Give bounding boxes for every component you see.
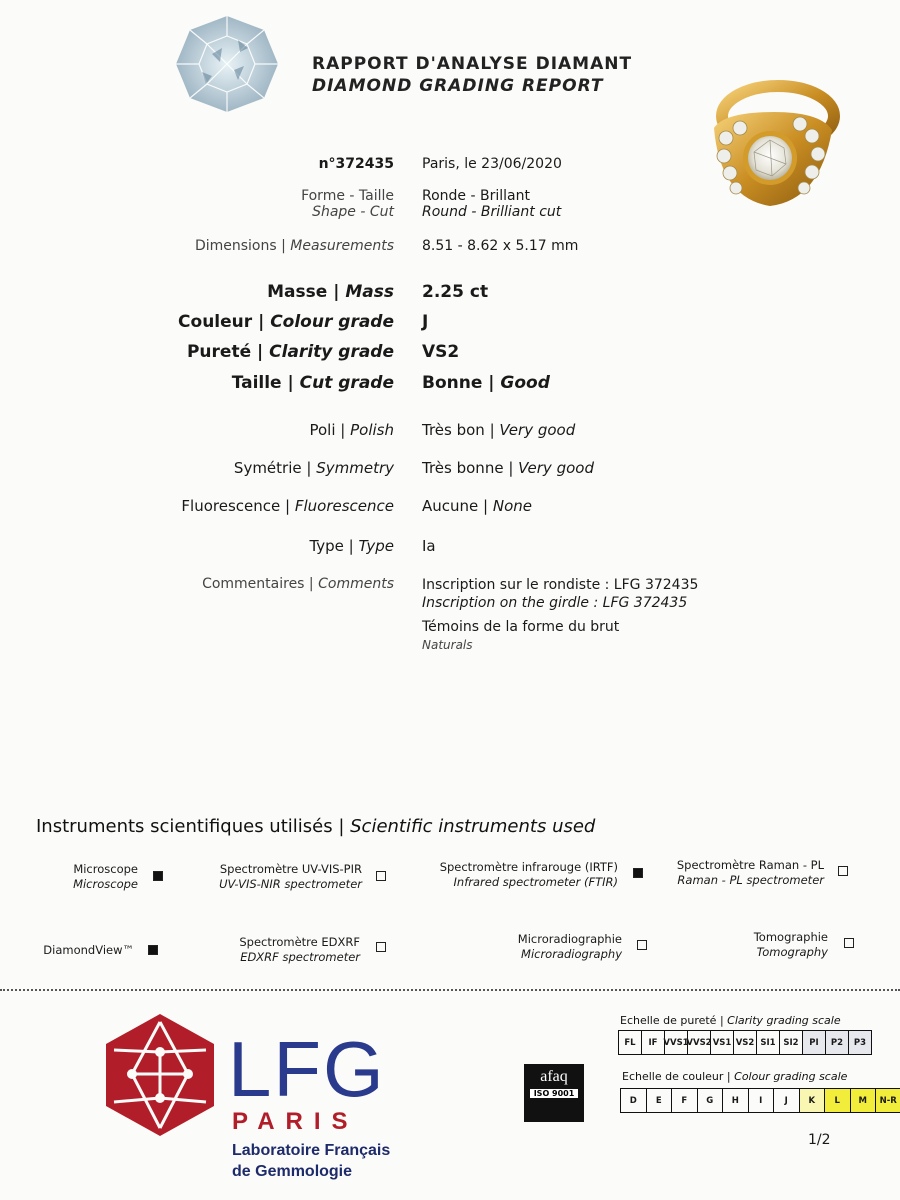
fluorescence-value — [422, 497, 532, 515]
instrument-label-en: Infrared spectrometer (FTIR) — [453, 875, 618, 889]
instruments-title — [36, 816, 595, 837]
scale-cell: IF — [642, 1031, 665, 1054]
type-value: Ia — [422, 537, 436, 555]
instrument-label-fr: Microradiographie — [517, 932, 622, 946]
scale-cell: SI1 — [757, 1031, 780, 1054]
scale-cell: L — [825, 1089, 851, 1112]
instrument-label-en: Microscope — [73, 877, 138, 891]
scale-cell: VS2 — [734, 1031, 757, 1054]
dimensions-label — [195, 238, 394, 254]
comments-line-1: Inscription sur le rondiste : LFG 372435 — [422, 577, 699, 593]
scale-cell: FL — [619, 1031, 642, 1054]
polish-value-fr: Très bon | — [422, 421, 495, 439]
clarity-value: VS2 — [422, 342, 460, 362]
instrument-label-en: Microradiography — [521, 947, 622, 961]
scale-cell: P2 — [826, 1031, 849, 1054]
clarity-label-fr: Pureté | — [186, 342, 264, 362]
shape-label — [301, 188, 394, 220]
instrument-checkbox-tomography — [844, 938, 854, 948]
instrument-label-fr: DiamondView™ — [43, 943, 134, 957]
instrument-checkbox-edxrf — [376, 942, 386, 952]
instrument-ftir — [440, 860, 618, 890]
colour-label-en: Colour grade — [270, 312, 394, 332]
scale-cell: P3 — [849, 1031, 871, 1054]
instrument-label-en: UV-VIS-NIR spectrometer — [219, 877, 362, 891]
colour-scale — [620, 1088, 900, 1113]
instrument-label-fr: Spectromètre EDXRF — [239, 935, 360, 949]
laboratory-name-line-1: Laboratoire Français — [232, 1142, 391, 1159]
laboratory-name — [232, 1140, 390, 1182]
scale-cell: D — [621, 1089, 647, 1112]
polish-label-en: Polish — [350, 421, 394, 439]
instrument-checkbox-ftir — [633, 868, 643, 878]
scale-cell: VVS2 — [688, 1031, 711, 1054]
shape-value-fr: Ronde - Brillant — [422, 188, 530, 204]
symmetry-value-fr: Très bonne | — [422, 459, 514, 477]
cut-value-fr: Bonne | — [422, 373, 495, 393]
cut-label-en: Cut grade — [299, 373, 394, 393]
fluorescence-label-fr: Fluorescence | — [181, 497, 291, 515]
polish-label-fr: Poli | — [309, 421, 346, 439]
scale-cell: E — [647, 1089, 673, 1112]
scale-cell: J — [774, 1089, 800, 1112]
scale-cell: G — [698, 1089, 724, 1112]
shape-label-en: Shape - Cut — [312, 204, 394, 220]
scale-cell: SI2 — [780, 1031, 803, 1054]
polish-value-en: Very good — [499, 421, 576, 439]
polish-label — [309, 421, 394, 439]
comments-line-4: Naturals — [422, 638, 473, 652]
instrument-diamondview — [43, 943, 134, 958]
section-divider — [0, 989, 900, 991]
instrument-checkbox-uv-vis — [376, 871, 386, 881]
mass-label-fr: Masse | — [267, 282, 340, 302]
mass-label — [267, 282, 394, 302]
comments-label-en: Comments — [318, 576, 394, 592]
instrument-label-fr: Spectromètre UV-VIS-PIR — [219, 862, 362, 876]
mass-label-en: Mass — [345, 282, 394, 302]
polish-value — [422, 421, 575, 439]
dimensions-label-en: Measurements — [290, 238, 394, 254]
instrument-label-fr: Microscope — [73, 862, 138, 876]
shape-value — [422, 188, 561, 220]
instrument-label-fr: Spectromètre Raman - PL — [676, 858, 824, 872]
clarity-scale-title-en: Clarity grading scale — [727, 1014, 841, 1027]
dimensions-label-fr: Dimensions | — [194, 238, 286, 254]
instrument-label-en: Tomography — [756, 945, 828, 959]
type-label-en: Type — [358, 537, 394, 555]
symmetry-label-fr: Symétrie | — [233, 459, 312, 477]
fluorescence-label-en: Fluorescence — [294, 497, 394, 515]
scale-cell: K — [800, 1089, 826, 1112]
afaq-text: afaq — [540, 1068, 568, 1085]
scale-cell: F — [672, 1089, 698, 1112]
comments-label-fr: Commentaires | — [202, 576, 314, 592]
shape-label-fr: Forme - Taille — [301, 188, 394, 204]
colour-label — [178, 312, 394, 332]
scale-cell: H — [723, 1089, 749, 1112]
colour-label-fr: Couleur | — [178, 312, 265, 332]
shape-value-en: Round - Brilliant cut — [422, 204, 562, 220]
instrument-checkbox-microscope — [153, 871, 163, 881]
report-title-fr: RAPPORT D'ANALYSE DIAMANT — [312, 54, 633, 74]
dimensions-value: 8.51 - 8.62 x 5.17 mm — [422, 238, 579, 254]
scale-cell: M — [851, 1089, 877, 1112]
afaq-iso-certification-logo — [524, 1064, 584, 1122]
colour-value: J — [422, 312, 429, 332]
symmetry-label-en: Symmetry — [316, 459, 394, 477]
instrument-edxrf — [239, 935, 360, 965]
fluorescence-value-en: None — [492, 497, 533, 515]
instrument-checkbox-diamondview — [148, 945, 158, 955]
iso-text: ISO 9001 — [530, 1089, 578, 1098]
laboratory-name-line-2: de Gemmologie — [232, 1163, 353, 1180]
ring-photo — [700, 78, 840, 213]
lfg-hexagon-logo — [104, 1012, 216, 1138]
scale-cell: I — [749, 1089, 775, 1112]
scale-cell: VS1 — [711, 1031, 734, 1054]
instrument-checkbox-microradiography — [637, 940, 647, 950]
mass-value: 2.25 ct — [422, 282, 489, 302]
symmetry-value-en: Very good — [518, 459, 594, 477]
instrument-label-fr: Spectromètre infrarouge (IRTF) — [439, 860, 618, 874]
symmetry-value — [422, 459, 594, 477]
type-label — [309, 537, 394, 555]
colour-scale-title-fr: Echelle de couleur | — [622, 1070, 731, 1083]
instrument-label-en: Raman - PL spectrometer — [677, 873, 824, 887]
comments-line-3: Témoins de la forme du brut — [422, 619, 620, 635]
scale-cell: VVS1 — [665, 1031, 688, 1054]
instrument-microscope — [73, 862, 138, 892]
instrument-uv-vis — [219, 862, 362, 892]
page-number: 1/2 — [808, 1132, 831, 1148]
symmetry-label — [234, 459, 394, 477]
paris-wordmark: PARIS — [232, 1108, 359, 1135]
instrument-label-en: EDXRF spectrometer — [240, 950, 360, 964]
fluorescence-label — [181, 497, 394, 515]
colour-scale-title-en: Colour grading scale — [734, 1070, 848, 1083]
cut-value — [422, 373, 550, 393]
clarity-label-en: Clarity grade — [269, 342, 394, 362]
report-number: n°372435 — [318, 156, 394, 172]
scale-cell: N-R — [876, 1089, 900, 1112]
clarity-scale — [618, 1030, 872, 1055]
report-title-en: DIAMOND GRADING REPORT — [312, 76, 604, 96]
fluorescence-value-fr: Aucune | — [422, 497, 489, 515]
instruments-title-en: Scientific instruments used — [350, 816, 596, 837]
instrument-tomography — [754, 930, 828, 960]
clarity-scale-title-fr: Echelle de pureté | — [620, 1014, 724, 1027]
instrument-raman — [677, 858, 824, 888]
scale-cell: PI — [803, 1031, 826, 1054]
instrument-label-fr: Tomographie — [753, 930, 828, 944]
colour-scale-title — [622, 1070, 847, 1083]
comments-value — [422, 576, 698, 654]
instrument-microradiography — [518, 932, 622, 962]
type-label-fr: Type | — [309, 537, 354, 555]
place-date: Paris, le 23/06/2020 — [422, 156, 562, 172]
cut-value-en: Good — [500, 373, 550, 393]
lfg-wordmark: LFG — [228, 1025, 386, 1113]
cut-label-fr: Taille | — [231, 373, 294, 393]
clarity-label — [187, 342, 394, 362]
comments-line-2: Inscription on the girdle : LFG 372435 — [422, 595, 688, 611]
comments-label — [202, 576, 394, 592]
clarity-scale-title — [620, 1014, 841, 1027]
cut-label — [232, 373, 394, 393]
instrument-checkbox-raman — [838, 866, 848, 876]
instruments-title-fr: Instruments scientifiques utilisés | — [36, 816, 345, 837]
diamond-photo — [172, 14, 282, 114]
